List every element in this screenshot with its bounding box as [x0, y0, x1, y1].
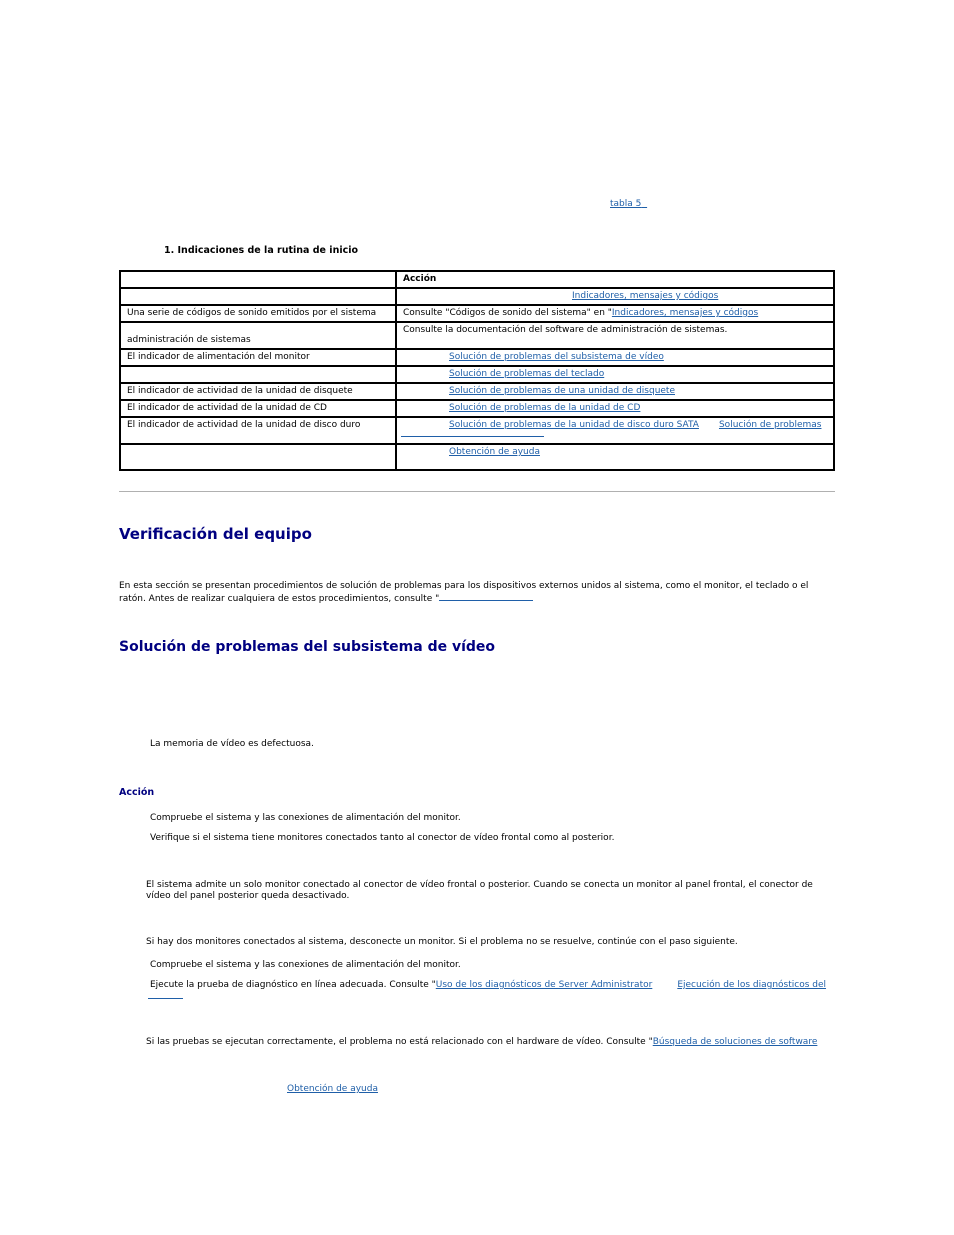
- table-row: [120, 400, 834, 417]
- row-2-action-link[interactable]: Indicadores, mensajes y códigos: [611, 308, 759, 318]
- table-row: [120, 288, 834, 305]
- table-row: [120, 305, 834, 322]
- note-1: El sistema admite un solo monitor conectado al conector de vídeo frontal o posterior. Cuando se conecta un monitor al panel frontal, el conector de vídeo del panel posterior queda desactivado.: [146, 880, 813, 901]
- row-3-indication: administración de sistemas: [120, 322, 396, 349]
- section-divider: [119, 491, 835, 492]
- table-row: [120, 322, 834, 349]
- row-8-link-underline: [401, 436, 544, 437]
- row-1-action-link[interactable]: Indicadores, mensajes y códigos: [572, 291, 719, 301]
- row-2-action: Consulte "Códigos de sonido del sistema" en "Indicadores, mensajes y códigos: [396, 305, 834, 322]
- step-2: Verifique si el sistema tiene monitores conectados tanto al conector de vídeo frontal como al posterior.: [150, 833, 615, 843]
- row-7-action-link[interactable]: Solución de problemas de la unidad de CD: [449, 403, 641, 413]
- row-6-action-link[interactable]: Solución de problemas de una unidad de disquete: [449, 386, 675, 396]
- software-solutions-link[interactable]: Búsqueda de soluciones de software: [652, 1037, 818, 1047]
- help-link[interactable]: Obtención de ayuda: [287, 1084, 378, 1094]
- row-8-action-link-sata[interactable]: Solución de problemas de la unidad de disco duro SATA: [449, 420, 699, 430]
- row-7-action: [396, 400, 834, 417]
- table-5-link[interactable]: tabla 5: [610, 199, 642, 209]
- row-4-indication: El indicador de alimentación del monitor: [120, 349, 396, 366]
- table-row: [120, 366, 834, 383]
- row-8-action-link-2[interactable]: Solución de problemas: [718, 420, 822, 430]
- step-4: Ejecute la prueba de diagnóstico en línea adecuada. Consulte "Uso de los diagnósticos de Server Administrator Ejecución de los diagnósticos del: [150, 980, 827, 990]
- row-1-action: [396, 288, 834, 305]
- row-6-indication: El indicador de actividad de la unidad de disquete: [120, 383, 396, 400]
- row-5-action: [396, 366, 834, 383]
- row-8-action: [396, 417, 834, 444]
- step-4-link-underline: [148, 998, 183, 999]
- step-3: Compruebe el sistema y las conexiones de alimentación del monitor.: [150, 960, 461, 970]
- section-title-verificacion: Verificación del equipo: [119, 525, 312, 543]
- table-row: [120, 349, 834, 366]
- row-7-indication: El indicador de actividad de la unidad de CD: [120, 400, 396, 417]
- row-3-action: Consulte la documentación del software de administración de sistemas.: [396, 322, 834, 349]
- consult-link-placeholder[interactable]: [439, 592, 533, 601]
- header-cell-accion: Acción: [396, 271, 834, 288]
- note-3: Si las pruebas se ejecutan correctamente, el problema no está relacionado con el hardware de vídeo. Consulte "Búsqueda de soluciones de software: [146, 1037, 818, 1047]
- row-4-action-link[interactable]: Solución de problemas del subsistema de vídeo: [449, 352, 664, 362]
- table-header-row: [120, 271, 834, 288]
- row-8-indication: El indicador de actividad de la unidad de disco duro: [120, 417, 396, 444]
- row-4-action: [396, 349, 834, 366]
- row-6-action: [396, 383, 834, 400]
- run-diagnostics-link[interactable]: Ejecución de los diagnósticos del: [677, 980, 827, 990]
- row-9-action: [396, 444, 834, 470]
- note-2: Si hay dos monitores conectados al sistema, desconecte un monitor. Si el problema no se resuelve, continúe con el paso siguiente.: [146, 937, 738, 947]
- row-2-indication: Una serie de códigos de sonido emitidos por el sistema: [120, 305, 396, 322]
- table-row: [120, 417, 834, 444]
- step-1: Compruebe el sistema y las conexiones de alimentación del monitor.: [150, 813, 461, 823]
- row-9-action-link[interactable]: Obtención de ayuda: [449, 447, 540, 457]
- row-5-indication: [120, 366, 396, 383]
- accion-heading: Acción: [119, 787, 155, 798]
- table-caption: 1. Indicaciones de la rutina de inicio: [164, 245, 358, 256]
- header-cell-1: [120, 271, 396, 288]
- row-5-action-link[interactable]: Solución de problemas del teclado: [449, 369, 605, 379]
- row-1-indication: [120, 288, 396, 305]
- table-row: [120, 444, 834, 470]
- startup-indications-table: [119, 270, 835, 471]
- table-row: [120, 383, 834, 400]
- problem-text: La memoria de vídeo es defectuosa.: [150, 739, 314, 749]
- server-administrator-diagnostics-link[interactable]: Uso de los diagnósticos de Server Administrator: [435, 980, 653, 990]
- row-9-indication: [120, 444, 396, 470]
- section-1-paragraph: En esta sección se presentan procedimientos de solución de problemas para los dispositivos externos unidos al sistema, como el monitor, el teclado o el ratón. Antes de realizar cualquiera de estos procedimientos, consulte ": [119, 581, 809, 604]
- section-title-video: Solución de problemas del subsistema de vídeo: [119, 639, 496, 655]
